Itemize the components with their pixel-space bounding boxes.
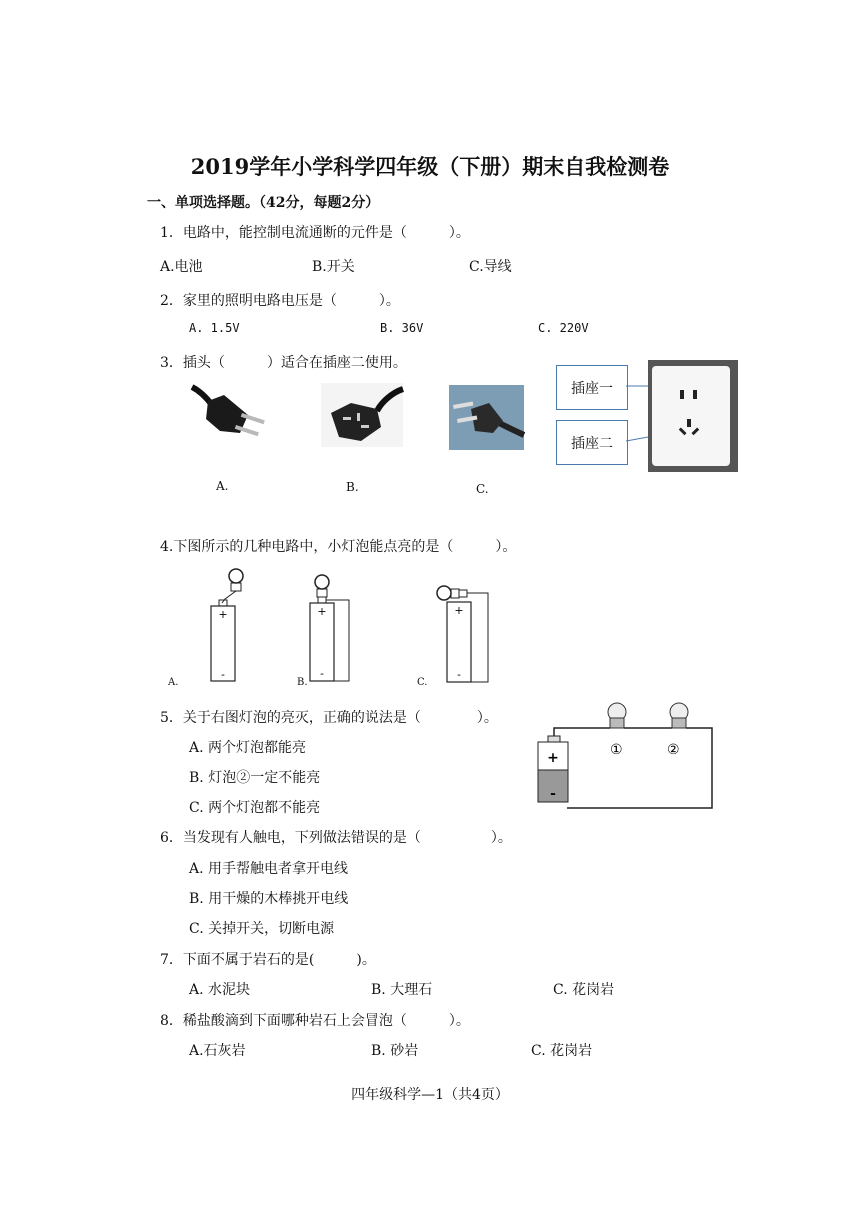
question-8: 8．稀盐酸滴到下面哪种岩石上会冒泡（ ）。 [160,1013,470,1029]
q5-battery-minus: - [550,786,556,802]
q3-option-b: B. [346,480,359,494]
question-5: 5．关于右图灯泡的亮灭，正确的说法是（ ）。 [160,710,498,726]
series-circuit-diagram [532,700,717,810]
q7-option-c: C. 花岗岩 [553,982,615,998]
question-2: 2．家里的照明电路电压是（ ）。 [160,293,400,309]
q5-option-b: B. 灯泡②一定不能亮 [189,770,321,786]
q1-option-c: C.导线 [469,259,512,275]
q6-option-c: C. 关掉开关，切断电源 [189,921,335,937]
q8-option-b: B. 砂岩 [371,1043,419,1059]
q8-option-a: A.石灰岩 [189,1043,246,1059]
bulb-two-icon [670,703,688,728]
q5-option-a: A. 两个灯泡都能亮 [189,740,307,756]
circuit-a-diagram [205,566,265,688]
battery-c-plus: + [454,604,464,617]
battery-b-minus: - [320,667,324,680]
q7-option-b: B. 大理石 [371,982,433,998]
question-3: 3．插头（ ）适合在插座二使用。 [160,355,407,371]
battery-a-plus: + [218,608,228,621]
q3-option-a: A. [216,479,229,493]
bulb-one-icon [608,703,626,728]
bulb-one-label: ① [610,742,623,758]
battery-c-minus: - [457,668,461,681]
q2-option-b: B. 36V [380,321,424,335]
q5-option-c: C. 两个灯泡都不能亮 [189,800,321,816]
q5-battery-plus: + [547,750,559,766]
q8-option-c: C. 花岗岩 [531,1043,593,1059]
plug-b-image [321,383,403,447]
q4-option-a: A. [168,677,179,688]
bulb-two-label: ② [667,742,680,758]
q6-option-b: B. 用干燥的木棒挑开电线 [189,891,349,907]
battery-b-plus: + [317,605,327,618]
battery-a-minus: - [221,668,225,681]
question-4: 4.下图所示的几种电路中，小灯泡能点亮的是（ ）。 [160,539,517,555]
circuit-c-diagram [433,580,493,688]
plug-c-image [449,385,524,450]
question-1: 1．电路中，能控制电流通断的元件是（ ）。 [160,225,470,241]
q4-option-c: C. [417,677,428,688]
q4-option-b: B. [297,677,308,688]
section-heading: 一、单项选择题。（42分，每题2分） [147,195,380,211]
q6-option-a: A. 用手帮触电者拿开电线 [189,861,349,877]
question-7: 7．下面不属于岩石的是( )。 [160,952,376,968]
question-6: 6．当发现有人触电，下列做法错误的是（ ）。 [160,830,512,846]
socket-two-label: 插座二 [556,420,628,465]
q1-option-a: A.电池 [160,259,203,275]
circuit-b-diagram [303,573,363,688]
q1-option-b: B.开关 [312,259,355,275]
socket-one-label: 插座一 [556,365,628,410]
q2-option-c: C. 220V [538,321,589,335]
socket-image [626,360,738,472]
page-title: 2019学年小学科学四年级（下册）期末自我检测卷 [190,154,670,179]
page-footer: 四年级科学—1（共4页） [351,1087,509,1103]
q3-option-c: C. [476,482,489,496]
q7-option-a: A. 水泥块 [189,982,251,998]
plug-a-image [190,385,270,450]
q2-option-a: A. 1.5V [189,321,240,335]
